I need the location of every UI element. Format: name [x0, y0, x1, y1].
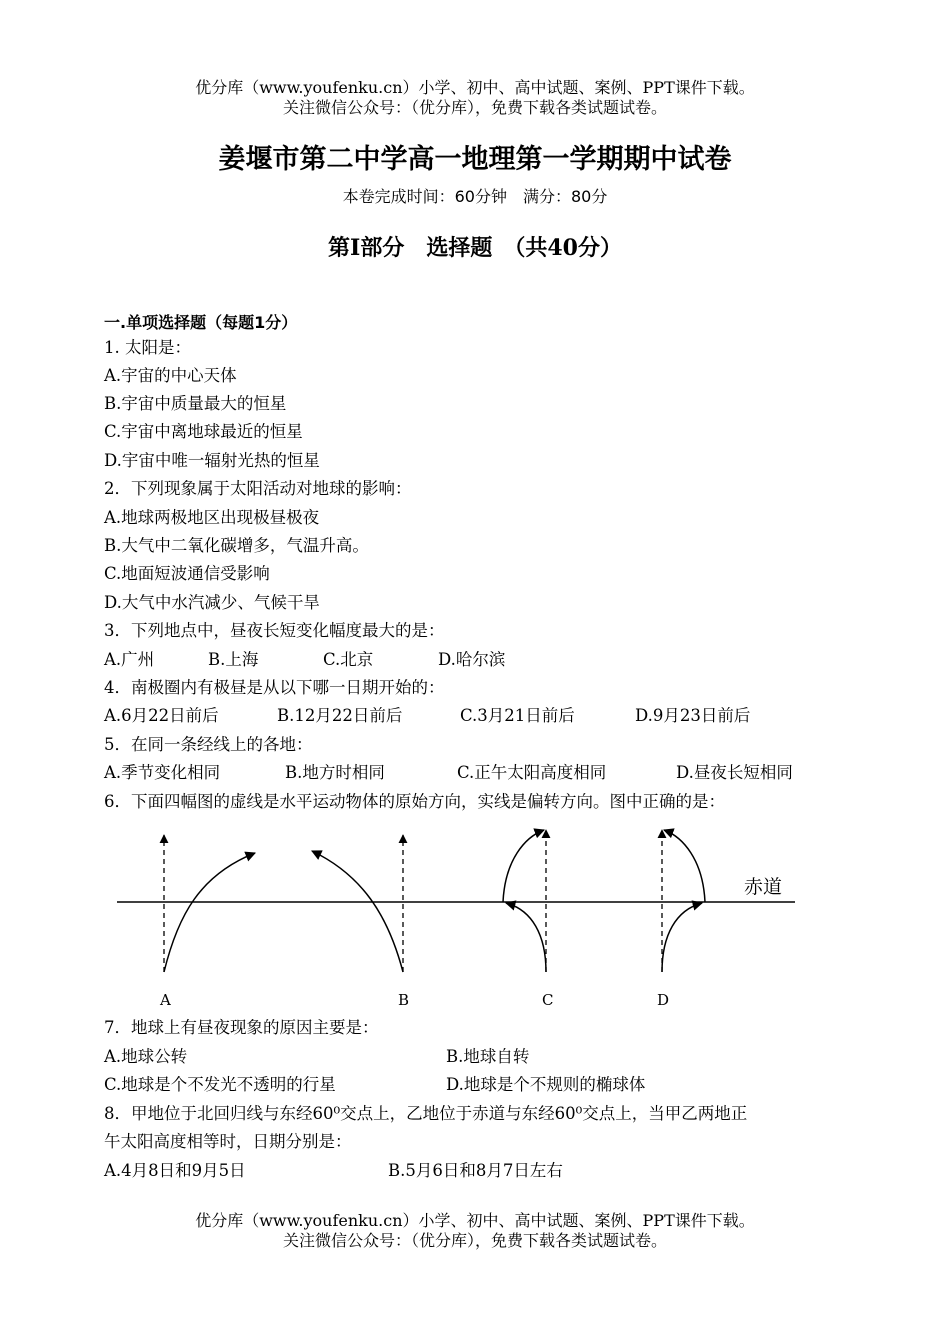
q7-option-a: A.地球公转	[104, 1047, 188, 1066]
coriolis-deflection-diagram	[0, 815, 950, 1020]
q3-option-d: D.哈尔滨	[438, 650, 506, 669]
q1-option-a: A.宇宙的中心天体	[104, 366, 237, 385]
q1-option-c: C.宇宙中离地球最近的恒星	[104, 422, 303, 441]
q3-option-b: B.上海	[208, 650, 259, 669]
diagram-d-deflected-path-south	[662, 903, 702, 972]
q5-option-d: D.昼夜长短相同	[676, 763, 793, 782]
diagram-b	[312, 835, 403, 972]
q5-option-a: A.季节变化相同	[104, 763, 221, 782]
part-title: 第I部分 选择题 （共40分）	[328, 235, 622, 261]
diagram-label-c: C	[542, 991, 554, 1009]
diagram-label-a: A	[160, 991, 171, 1009]
page-title: 姜堰市第二中学高一地理第一学期期中试卷	[218, 144, 732, 175]
q7-option-d: D.地球是个不规则的椭球体	[446, 1075, 646, 1094]
footer-watermark-line-1: 优分库（www.youfenku.cn）小学、初中、高中试题、案例、PPT课件下载。	[195, 1211, 755, 1230]
q5-option-b: B.地方时相同	[285, 763, 385, 782]
q3-option-a: A.广州	[104, 650, 155, 669]
q4-stem: 4．南极圈内有极昼是从以下哪一日期开始的：	[104, 678, 445, 697]
diagram-c-deflected-path-north	[503, 830, 544, 902]
watermark-line-1: 优分库（www.youfenku.cn）小学、初中、高中试题、案例、PPT课件下载。	[195, 78, 755, 97]
q5-stem: 5．在同一条经线上的各地：	[104, 735, 313, 754]
q5-option-c: C.正午太阳高度相同	[457, 763, 607, 782]
q1-option-d: D.宇宙中唯一辐射光热的恒星	[104, 451, 320, 470]
q7-option-b: B.地球自转	[446, 1047, 530, 1066]
q2-option-b: B.大气中二氧化碳增多，气温升高。	[104, 536, 369, 555]
q4-option-d: D.9月23日前后	[635, 706, 751, 725]
diagram-label-d: D	[657, 991, 670, 1009]
q2-option-d: D.大气中水汽减少、气候干旱	[104, 593, 320, 612]
diagram-d	[662, 830, 705, 972]
q1-option-b: B.宇宙中质量最大的恒星	[104, 394, 287, 413]
q8-stem-line-2: 午太阳高度相等时，日期分别是：	[104, 1132, 352, 1151]
q8-option-b: B.5月6日和8月7日左右	[388, 1161, 563, 1180]
q4-option-a: A.6月22日前后	[104, 706, 219, 725]
diagram-a-deflected-path	[164, 853, 255, 972]
diagram-a	[164, 835, 255, 972]
section-heading: 一.单项选择题（每题1分）	[104, 313, 298, 332]
diagram-c-deflected-path-south	[506, 903, 546, 972]
q2-option-c: C.地面短波通信受影响	[104, 564, 270, 583]
q7-option-c: C.地球是个不发光不透明的行星	[104, 1075, 336, 1094]
diagram-b-deflected-path	[312, 851, 403, 972]
footer-watermark-line-2: 关注微信公众号：（优分库），免费下载各类试题试卷。	[282, 1231, 667, 1250]
exam-info: 本卷完成时间：60分钟 满分：80分	[342, 187, 608, 206]
q7-stem: 7．地球上有昼夜现象的原因主要是：	[104, 1018, 379, 1037]
equator-label: 赤道	[744, 876, 783, 898]
q4-option-b: B.12月22日前后	[277, 706, 403, 725]
watermark-line-2: 关注微信公众号：（优分库），免费下载各类试题试卷。	[282, 98, 667, 117]
q6-stem: 6．下面四幅图的虚线是水平运动物体的原始方向，实线是偏转方向。图中正确的是：	[104, 792, 725, 811]
diagram-d-deflected-path-north	[664, 830, 705, 902]
q2-stem: 2．下列现象属于太阳活动对地球的影响：	[104, 479, 412, 498]
q3-stem: 3．下列地点中，昼夜长短变化幅度最大的是：	[104, 621, 445, 640]
q3-option-c: C.北京	[323, 650, 374, 669]
diagram-label-b: B	[398, 991, 410, 1009]
q8-stem-line-1: 8．甲地位于北回归线与东经60⁰交点上，乙地位于赤道与东经60⁰交点上，当甲乙两地正	[104, 1104, 748, 1123]
q2-option-a: A.地球两极地区出现极昼极夜	[104, 508, 320, 527]
diagram-c	[503, 830, 546, 972]
q4-option-c: C.3月21日前后	[460, 706, 575, 725]
q1-stem: 1. 太阳是：	[104, 338, 191, 357]
q8-option-a: A.4月8日和9月5日	[104, 1161, 246, 1180]
